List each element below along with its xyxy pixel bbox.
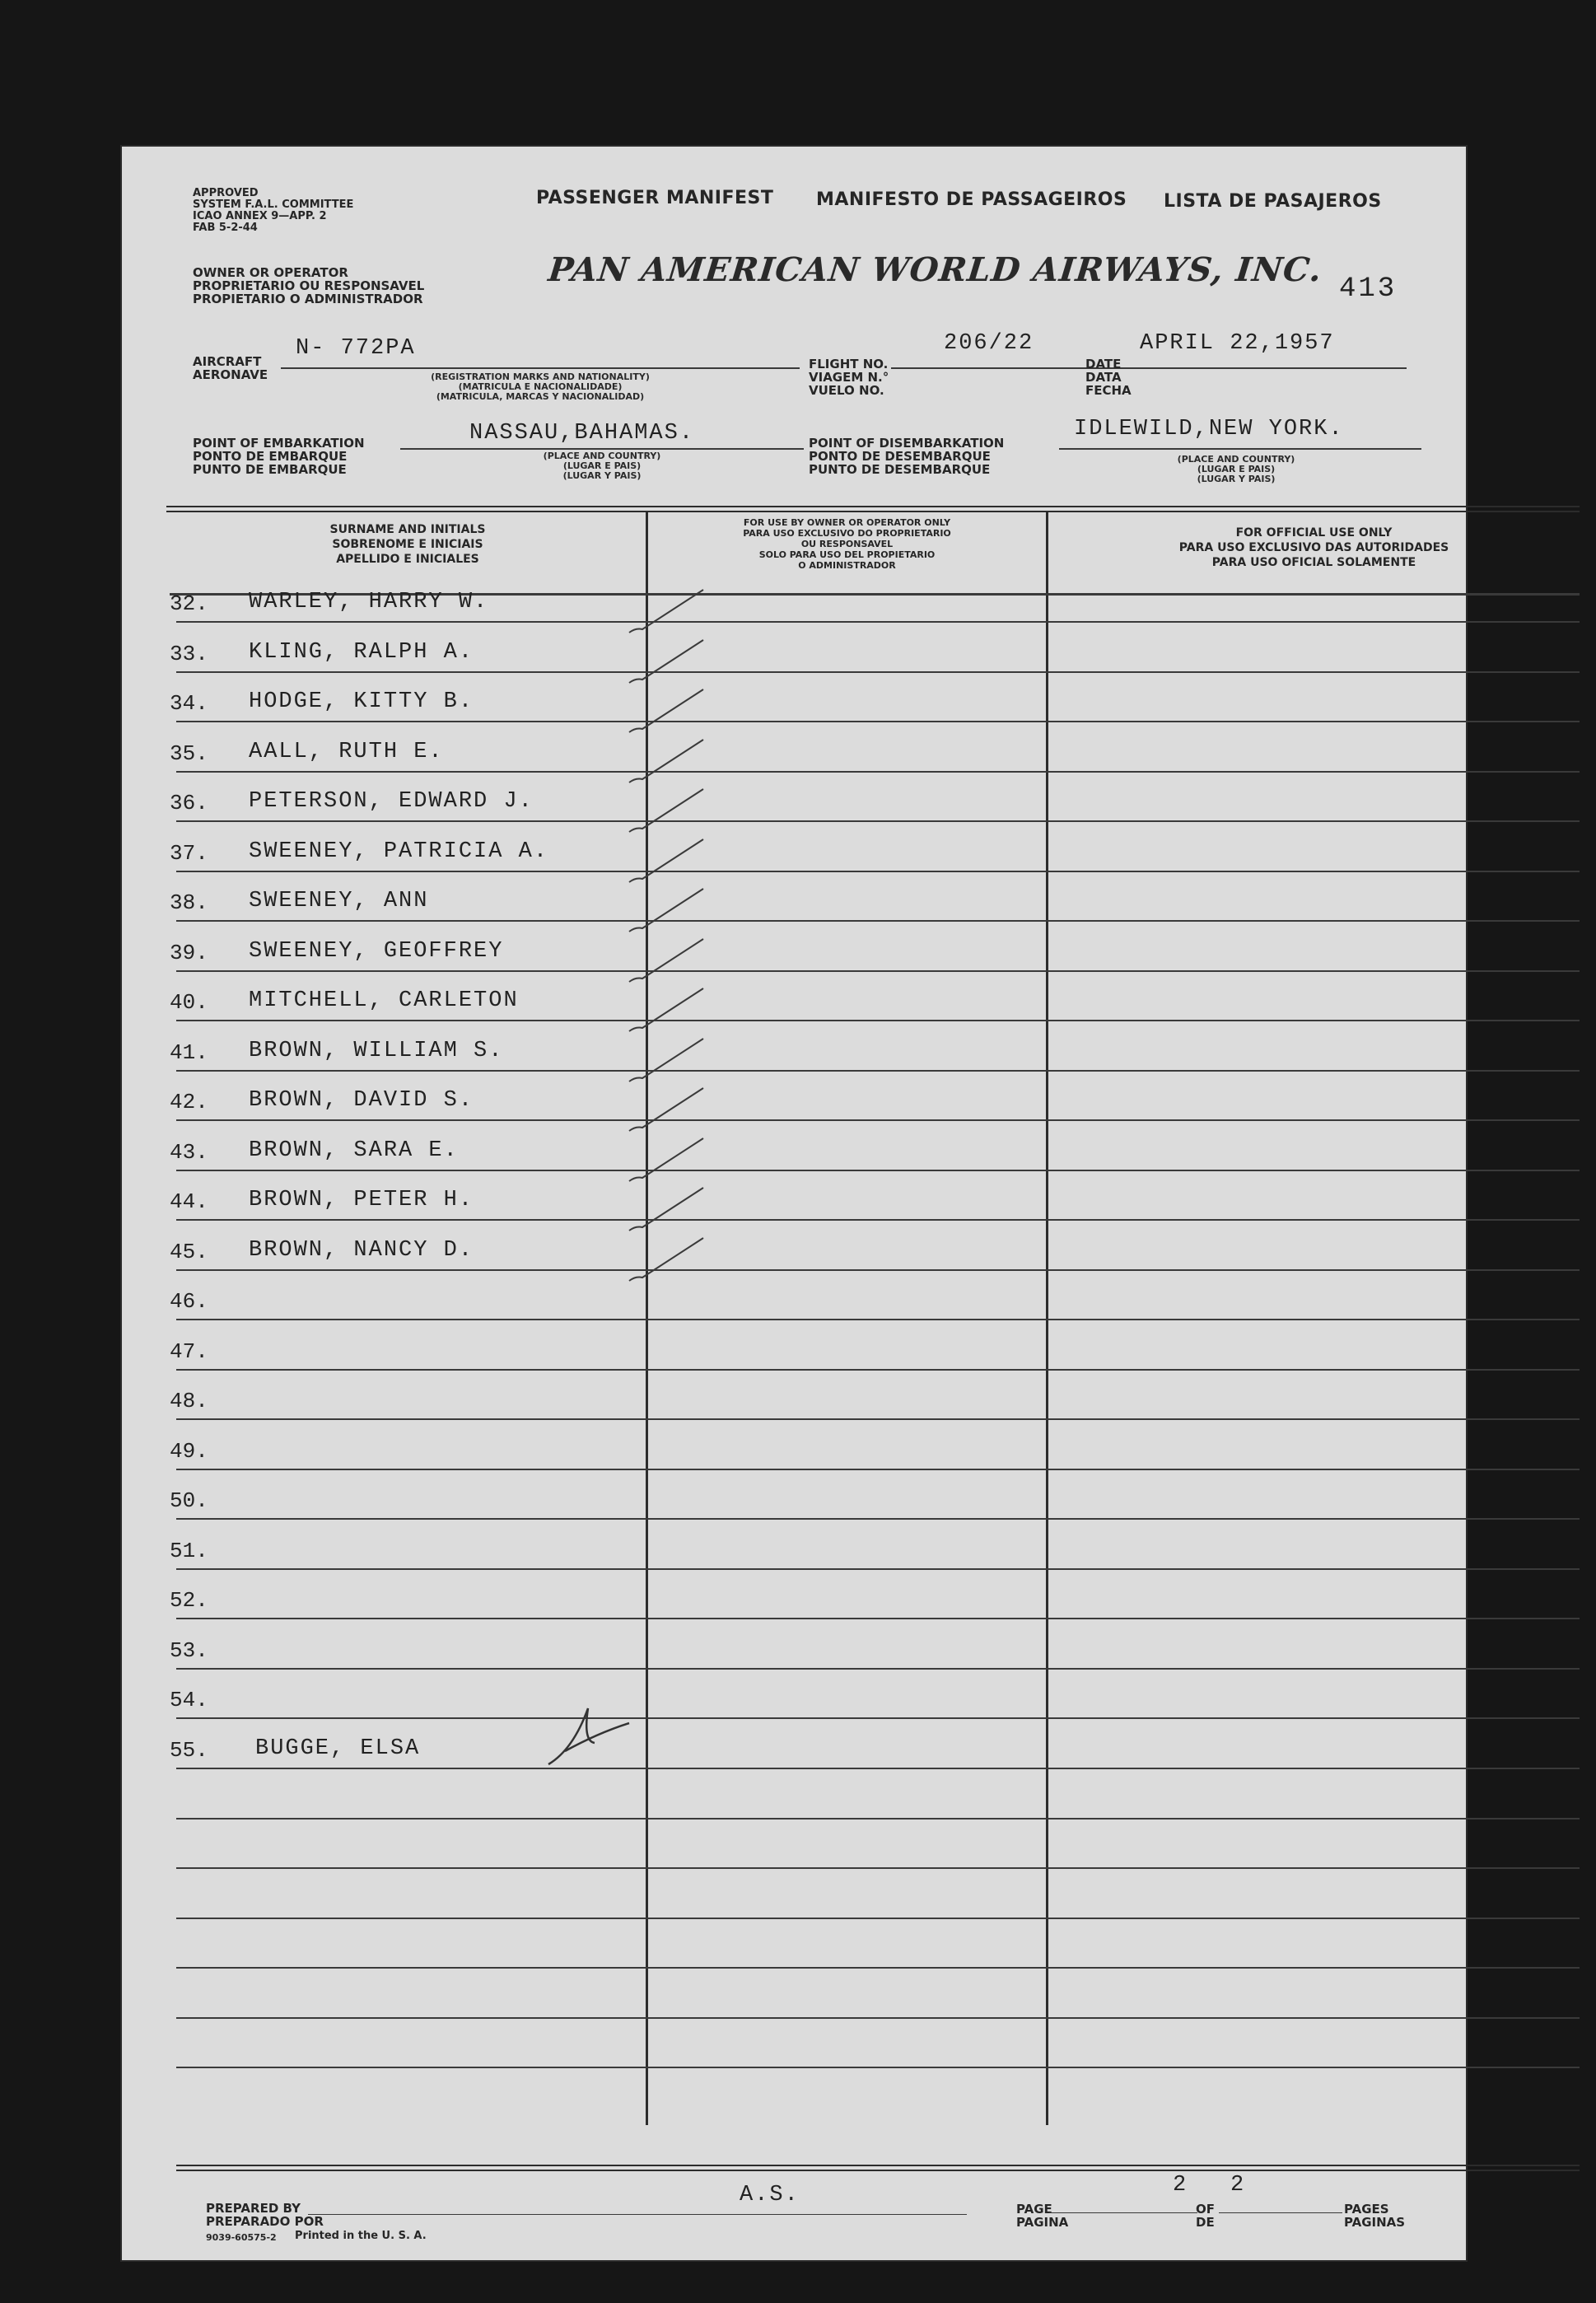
row-rule bbox=[176, 1020, 1580, 1021]
pages-label-line: PAGINAS bbox=[1344, 2215, 1406, 2230]
disembarkation-label-line: POINT OF DISEMBARKATION bbox=[809, 436, 1005, 451]
prepared-by-label bbox=[206, 2202, 324, 2228]
row-number: 51. bbox=[170, 1539, 208, 1563]
check-mark-icon bbox=[624, 684, 715, 742]
row-rule bbox=[176, 920, 1580, 922]
disembarkation-label bbox=[809, 437, 1004, 476]
disembarkation-label-line: PUNTO DE DESEMBARQUE bbox=[809, 462, 991, 477]
row-number: 54. bbox=[170, 1688, 208, 1712]
column-header-line: PARA USO EXCLUSIVO DAS AUTORIDADES bbox=[1178, 541, 1449, 554]
date-label-line: FECHA bbox=[1085, 383, 1132, 398]
aircraft-label-line: AERONAVE bbox=[193, 367, 268, 382]
row-rule bbox=[176, 1518, 1580, 1520]
embarkation-sublabel bbox=[507, 451, 697, 481]
check-mark-icon bbox=[624, 784, 715, 842]
passenger-name: BUGGE, ELSA bbox=[255, 1736, 421, 1761]
flight-label-line: VIAGEM N.° bbox=[809, 370, 889, 385]
row-number: 47. bbox=[170, 1339, 208, 1364]
flight-value: 206/22 bbox=[944, 331, 1034, 356]
row-number: 52. bbox=[170, 1588, 208, 1613]
owner-label bbox=[193, 266, 424, 306]
passenger-name: BROWN, PETER H. bbox=[249, 1188, 474, 1212]
passenger-name: BROWN, WILLIAM S. bbox=[249, 1039, 504, 1063]
blank-row-rule bbox=[176, 1918, 1580, 1919]
title-spanish: LISTA DE PASAJEROS bbox=[1164, 191, 1382, 212]
pages-label bbox=[1344, 2203, 1405, 2229]
aircraft-label bbox=[193, 355, 268, 381]
row-rule bbox=[176, 1469, 1580, 1470]
aircraft-sublabel bbox=[359, 372, 721, 402]
passenger-name: KLING, RALPH A. bbox=[249, 640, 474, 665]
row-rule bbox=[176, 1219, 1580, 1221]
date-label-line: DATA bbox=[1085, 370, 1122, 385]
row-number: 49. bbox=[170, 1439, 208, 1464]
column-header-line: FOR USE BY OWNER OR OPERATOR ONLY bbox=[743, 517, 951, 528]
approval-line: FAB 5-2-44 bbox=[193, 222, 258, 234]
disembarkation-sub-line: (LUGAR E PAIS) bbox=[1197, 464, 1276, 474]
flight-label bbox=[809, 357, 889, 397]
of-label bbox=[1196, 2203, 1215, 2229]
passenger-name: MITCHELL, CARLETON bbox=[249, 988, 519, 1013]
approval-line: APPROVED bbox=[193, 187, 259, 199]
row-number: 46. bbox=[170, 1289, 208, 1314]
date-underline bbox=[1127, 367, 1407, 369]
blank-row-rule bbox=[176, 2017, 1580, 2019]
row-number: 41. bbox=[170, 1040, 208, 1065]
row-number: 35. bbox=[170, 741, 208, 766]
row-number: 39. bbox=[170, 941, 208, 965]
row-number: 55. bbox=[170, 1738, 208, 1763]
passenger-name: SWEENEY, ANN bbox=[249, 889, 429, 913]
row-number: 38. bbox=[170, 890, 208, 915]
row-rule bbox=[176, 1668, 1580, 1670]
passenger-name: BROWN, SARA E. bbox=[249, 1138, 459, 1163]
date-value: APRIL 22,1957 bbox=[1140, 331, 1335, 356]
row-number: 43. bbox=[170, 1140, 208, 1165]
row-number: 42. bbox=[170, 1090, 208, 1114]
page-value: 2 bbox=[1173, 2173, 1188, 2198]
aircraft-sub-line: (REGISTRATION MARKS AND NATIONALITY) bbox=[431, 371, 650, 382]
row-rule bbox=[176, 1269, 1580, 1271]
prepared-by-line: PREPARADO POR bbox=[206, 2214, 324, 2229]
passenger-name: SWEENEY, PATRICIA A. bbox=[249, 839, 549, 864]
owner-value: PAN AMERICAN WORLD AIRWAYS, INC. bbox=[546, 250, 1324, 289]
row-number: 48. bbox=[170, 1389, 208, 1413]
title-english: PASSENGER MANIFEST bbox=[536, 188, 774, 208]
embarkation-label bbox=[193, 437, 365, 476]
column-header-line: PARA USO EXCLUSIVO DO PROPRIETARIO bbox=[743, 528, 951, 539]
column-header-line: APELLIDO E INICIALES bbox=[336, 553, 479, 566]
row-number: 33. bbox=[170, 642, 208, 666]
row-rule bbox=[176, 1070, 1580, 1072]
check-mark-icon bbox=[624, 983, 715, 1041]
disembarkation-sub-line: (LUGAR Y PAIS) bbox=[1197, 474, 1276, 484]
form-number: 9039-60575-2 bbox=[206, 2232, 277, 2243]
blank-row-rule bbox=[176, 1967, 1580, 1969]
prepared-by-value: A.S. bbox=[740, 2183, 800, 2207]
column-header-line: OU RESPONSAVEL bbox=[800, 539, 894, 549]
aircraft-sub-line: (MATRICULA E NACIONALIDADE) bbox=[458, 381, 623, 392]
row-rule bbox=[176, 1717, 1580, 1719]
title-portuguese: MANIFESTO DE PASSAGEIROS bbox=[816, 189, 1127, 210]
blank-row-rule bbox=[176, 2067, 1580, 2068]
disembarkation-sub-line: (PLACE AND COUNTRY) bbox=[1177, 454, 1295, 465]
row-number: 50. bbox=[170, 1488, 208, 1513]
handwritten-mark-icon bbox=[540, 1700, 639, 1774]
row-rule bbox=[176, 1319, 1580, 1320]
passenger-name: BROWN, DAVID S. bbox=[249, 1088, 474, 1113]
row-rule bbox=[176, 1618, 1580, 1619]
column-header-line: FOR OFFICIAL USE ONLY bbox=[1235, 526, 1393, 540]
pages-label-line: PAGES bbox=[1344, 2202, 1389, 2217]
row-number: 37. bbox=[170, 841, 208, 866]
column-header-official-use bbox=[1048, 526, 1580, 570]
page-underline bbox=[1049, 2212, 1197, 2213]
passenger-name: HODGE, KITTY B. bbox=[249, 689, 474, 714]
disembarkation-underline bbox=[1059, 448, 1421, 450]
approval-block bbox=[193, 188, 353, 234]
row-number: 44. bbox=[170, 1189, 208, 1214]
owner-label-line: PROPRIETARIO OU RESPONSAVEL bbox=[193, 278, 425, 293]
row-number: 36. bbox=[170, 791, 208, 815]
row-rule bbox=[176, 871, 1580, 872]
disembarkation-label-line: PONTO DE DESEMBARQUE bbox=[809, 449, 991, 464]
aircraft-value: N- 772PA bbox=[296, 336, 416, 361]
blank-row-rule bbox=[176, 1867, 1580, 1869]
embarkation-sub-line: (LUGAR Y PAIS) bbox=[562, 470, 642, 481]
page-label-line: PAGE bbox=[1016, 2202, 1052, 2217]
row-number: 32. bbox=[170, 591, 208, 616]
date-label bbox=[1085, 357, 1132, 397]
prepared-by-line: PREPARED BY bbox=[206, 2201, 301, 2216]
passenger-name: BROWN, NANCY D. bbox=[249, 1238, 474, 1263]
sheet-number: 413 bbox=[1339, 273, 1398, 305]
of-underline bbox=[1219, 2212, 1342, 2213]
blank-row-rule bbox=[176, 1818, 1580, 1820]
page-label bbox=[1016, 2203, 1068, 2229]
row-rule bbox=[176, 1568, 1580, 1570]
embarkation-label-line: POINT OF EMBARKATION bbox=[193, 436, 365, 451]
page-label-line: PAGINA bbox=[1016, 2215, 1069, 2230]
flight-label-line: VUELO NO. bbox=[809, 383, 884, 398]
row-rule bbox=[176, 970, 1580, 972]
of-label-line: OF bbox=[1196, 2202, 1215, 2217]
owner-label-line: PROPIETARIO O ADMINISTRADOR bbox=[193, 292, 423, 306]
flight-label-line: FLIGHT NO. bbox=[809, 357, 889, 371]
column-header-line: SOLO PARA USO DEL PROPIETARIO bbox=[758, 549, 936, 560]
passenger-name: PETERSON, EDWARD J. bbox=[249, 789, 534, 814]
disembarkation-value: IDLEWILD,NEW YORK. bbox=[1074, 417, 1344, 441]
row-rule bbox=[176, 1369, 1580, 1371]
table-bottom-rule bbox=[176, 2165, 1580, 2171]
approval-line: ICAO ANNEX 9—APP. 2 bbox=[193, 210, 327, 222]
passenger-name: AALL, RUTH E. bbox=[249, 740, 444, 764]
table-top-rule bbox=[166, 506, 1580, 512]
column-header-line: PARA USO OFICIAL SOLAMENTE bbox=[1211, 556, 1416, 569]
prepared-by-underline bbox=[308, 2214, 967, 2215]
column-header-line: SOBRENOME E INICIAIS bbox=[332, 538, 483, 551]
embarkation-label-line: PONTO DE EMBARQUE bbox=[193, 449, 348, 464]
aircraft-label-line: AIRCRAFT bbox=[193, 354, 262, 369]
owner-label-line: OWNER OR OPERATOR bbox=[193, 265, 348, 280]
row-number: 53. bbox=[170, 1638, 208, 1663]
embarkation-sub-line: (PLACE AND COUNTRY) bbox=[543, 451, 661, 461]
embarkation-label-line: PUNTO DE EMBARQUE bbox=[193, 462, 347, 477]
row-rule bbox=[176, 771, 1580, 773]
row-rule bbox=[176, 1170, 1580, 1171]
row-rule bbox=[176, 1768, 1580, 1769]
column-header-line: SURNAME AND INITIALS bbox=[329, 523, 486, 536]
row-rule bbox=[176, 721, 1580, 722]
approval-line: SYSTEM F.A.L. COMMITTEE bbox=[193, 199, 354, 211]
of-value: 2 bbox=[1230, 2173, 1246, 2198]
row-number: 34. bbox=[170, 691, 208, 716]
check-mark-icon bbox=[624, 585, 715, 642]
column-header-surname bbox=[170, 522, 646, 567]
embarkation-sub-line: (LUGAR E PAIS) bbox=[562, 460, 642, 471]
passenger-name: SWEENEY, GEOFFREY bbox=[249, 939, 504, 964]
aircraft-underline bbox=[281, 367, 800, 369]
date-label-line: DATE bbox=[1085, 357, 1122, 371]
check-mark-icon bbox=[624, 1083, 715, 1141]
check-mark-icon bbox=[624, 884, 715, 941]
row-rule bbox=[176, 671, 1580, 673]
row-number: 40. bbox=[170, 990, 208, 1015]
row-number: 45. bbox=[170, 1240, 208, 1264]
row-rule bbox=[176, 621, 1580, 623]
passenger-name: WARLEY, HARRY W. bbox=[249, 590, 489, 614]
manifest-sheet bbox=[120, 145, 1468, 2262]
check-mark-icon bbox=[624, 1233, 715, 1291]
check-mark-icon bbox=[624, 1183, 715, 1240]
embarkation-value: NASSAU,BAHAMAS. bbox=[469, 421, 695, 446]
of-label-line: DE bbox=[1196, 2215, 1215, 2230]
row-rule bbox=[176, 1119, 1580, 1121]
embarkation-underline bbox=[400, 448, 804, 450]
column-header-line: O ADMINISTRADOR bbox=[798, 560, 896, 571]
row-rule bbox=[176, 820, 1580, 822]
disembarkation-sublabel bbox=[1141, 455, 1331, 484]
aircraft-sub-line: (MATRICULA, MARCAS Y NACIONALIDAD) bbox=[436, 391, 645, 402]
column-header-owner-use bbox=[648, 517, 1046, 571]
printed-note: Printed in the U. S. A. bbox=[295, 2230, 427, 2242]
row-rule bbox=[176, 1418, 1580, 1420]
